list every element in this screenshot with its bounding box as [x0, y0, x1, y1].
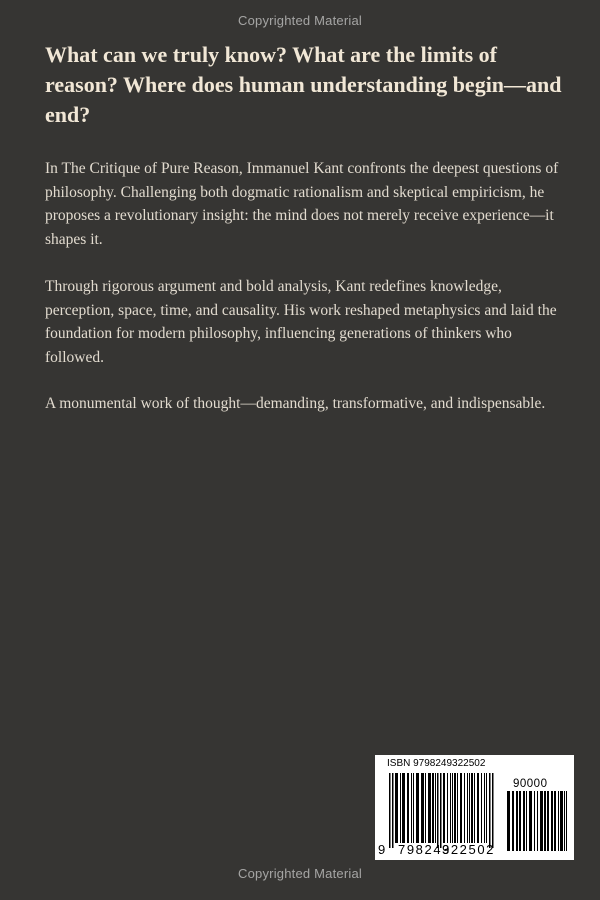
barcode-right-digits: 322502: [442, 842, 495, 857]
isbn-barcode: [375, 755, 574, 860]
watermark-bottom: Copyrighted Material: [238, 866, 362, 881]
blurb-paragraph-3: A monumental work of thought—demanding, transformative, and indispensable.: [45, 395, 546, 412]
barcode-left-digits: 798249: [398, 842, 451, 857]
isbn-label: ISBN 9798249322502: [387, 758, 486, 769]
price-addon-code: 90000: [513, 778, 548, 790]
back-cover-headline: What can we truly know? What are the limits of reason? Where does human understanding begin—and end?: [45, 42, 562, 127]
barcode-first-digit: 9: [378, 842, 387, 857]
watermark-top: Copyrighted Material: [238, 13, 362, 28]
blurb-paragraph-1: In The Critique of Pure Reason, Immanuel Kant confronts the deepest questions of philosophy. Challenging both dogmatic rationalism and skeptical empiricism, he proposes a revolutionary insight: the mind does not merely receive experience—it shapes it.: [45, 160, 559, 248]
blurb-paragraph-2: Through rigorous argument and bold analysis, Kant redefines knowledge, perception, space, time, and causality. His work reshaped metaphysics and laid the foundation for modern philosophy, influencing generations of thinkers who followed.: [45, 278, 557, 366]
